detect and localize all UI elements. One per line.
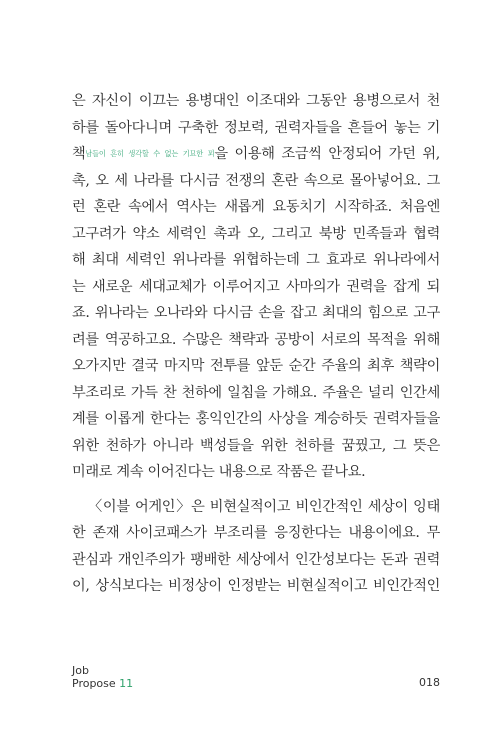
text-line: 촉, 오 세 나라를 다시금 전쟁의 혼란 속으로 몰아넣어요. 그 xyxy=(72,172,440,189)
series-number: 11 xyxy=(119,677,134,690)
series-label xyxy=(72,664,133,690)
text-line: 부조리로 가득 찬 천하에 일침을 가해요. 주율은 널리 인간세 xyxy=(72,384,440,401)
page-number: 018 xyxy=(419,676,440,689)
text-line: 런 혼란 속에서 역사는 새롭게 요동치기 시작하죠. 처음엔 xyxy=(72,199,440,215)
text-line: 죠. 위나라는 오나라와 다시금 손을 잡고 최대의 힘으로 고구 xyxy=(72,305,440,321)
text-line: 하를 돌아다니며 구축한 정보력, 권력자들을 흔들어 놓는 기 xyxy=(72,119,440,136)
text-line xyxy=(72,141,440,168)
text-line: 한 존재 사이코패스가 부조리를 응징한다는 내용이에요. 무 xyxy=(72,525,440,541)
text-line: 는 새로운 세대교체가 이루어지고 사마의가 권력을 잡게 되 xyxy=(72,278,440,295)
text-line: 은 자신이 이끄는 용병대인 이조대와 그동안 용병으로서 천 xyxy=(72,93,440,109)
series-top: Job xyxy=(72,664,89,677)
text-line: 〈이블 어게인〉은 비현실적이고 비인간적인 세상이 잉태 xyxy=(88,498,440,515)
text-fragment: 을 이용해 조금씩 안정되어 가던 위, xyxy=(214,146,440,162)
text-line: 려를 역공하고요. 수많은 책략과 공방이 서로의 목적을 위해 xyxy=(72,331,440,348)
text-fragment: 책 xyxy=(72,146,86,162)
text-line: 고구려가 약소 세력인 촉과 오, 그리고 북방 민족들과 협력 xyxy=(72,225,440,242)
series-name: Propose xyxy=(72,677,116,690)
body-text xyxy=(72,88,440,600)
text-line: 해 최대 세력인 위나라를 위협하는데 그 효과로 위나라에서 xyxy=(72,252,440,268)
text-line: 관심과 개인주의가 팽배한 세상에서 인간성보다는 돈과 권력 xyxy=(72,551,440,568)
text-line: 위한 천하가 아니라 백성들을 위한 천하를 꿈꿨고, 그 뜻은 xyxy=(72,437,440,454)
text-line: 오가지만 결국 마지막 전투를 앞둔 순간 주율의 최후 책략이 xyxy=(72,358,440,374)
text-line: 계를 이롭게 한다는 홍익인간의 사상을 계승하듯 권력자들을 xyxy=(72,411,440,427)
footnote-gloss: 남들이 흔히 생각할 수 없는 기묘한 꾀 xyxy=(85,149,215,158)
text-line: 미래로 계속 이어진다는 내용으로 작품은 끝나요. xyxy=(72,464,366,480)
text-line: 이, 상식보다는 비정상이 인정받는 비현실적이고 비인간적인 xyxy=(72,578,440,594)
